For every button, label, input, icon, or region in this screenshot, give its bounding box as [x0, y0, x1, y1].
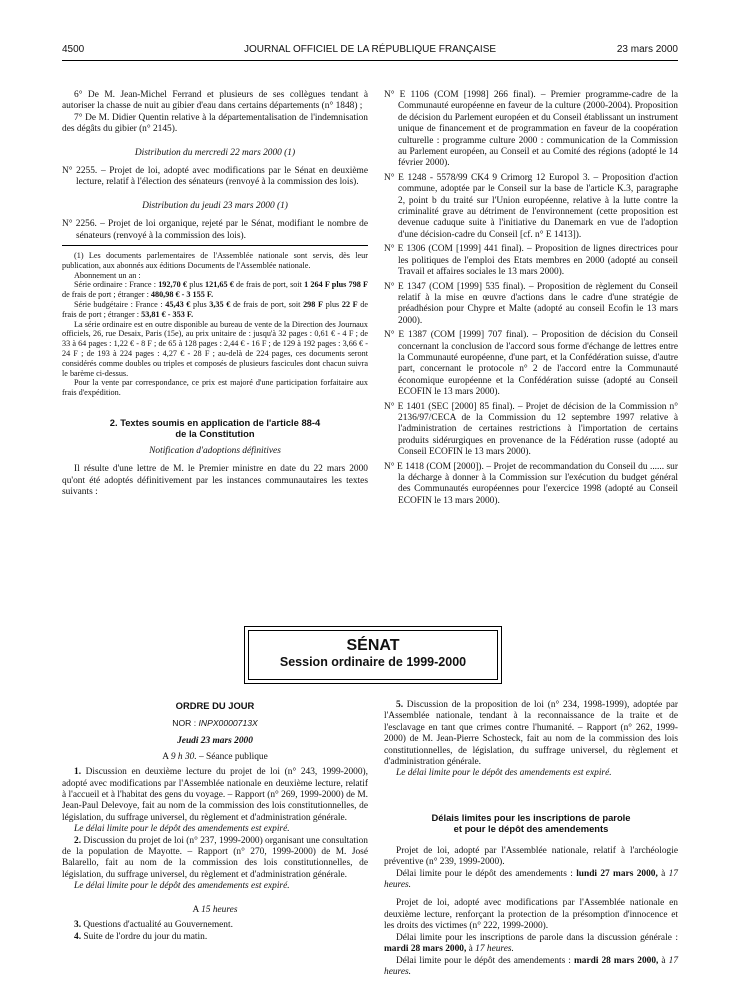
date-heading: Jeudi 23 mars 2000 [177, 736, 253, 747]
journal-title: JOURNAL OFFICIEL DE LA RÉPUBLIQUE FRANÇAISE [243, 44, 497, 55]
document-e1248: N° E 1248 - 5578/99 CK4 9 Crimorg 12 Europol 3. – Proposition d'action commune, adoptée par le Conseil sur la base de l'article K.3, paragraphe 2, point b du traité sur l'Union européenne, relative à la lutte contre la criminalité grave au détriment de l'environnement (cette proposition est devenue caduque suite à l'initiative du Danemark en vue de l'adoption d'une décision-cadre du Conseil [cf. n° E 1413]). [384, 172, 678, 240]
distribution-heading-22: Distribution du mercredi 22 mars 2000 (1) [134, 147, 296, 158]
section-2-heading: 2. Textes soumis en application de l'article 88-4 de la Constitution [109, 417, 321, 440]
delai-1-amendements: Délai limite pour le dépôt des amendements : lundi 27 mars 2000, à 17 heures. [384, 868, 678, 891]
footnote-serie-ordinaire: Série ordinaire : France : 192,70 € plus 121,65 € de frais de port, soit 1 264 F plus 798 F de frais de port ; étranger : 480,98 € - 3 155 F. [62, 280, 369, 300]
document-2256: N° 2256. – Projet de loi organique, rejeté par le Sénat, modifiant le nombre de sénateurs (renvoyé à la commission des lois). [62, 219, 368, 241]
page-header [62, 44, 678, 58]
item-7: 7° De M. Didier Quentin relative à la départementalisation de l'indemnisation des dégâts du gibier (n° 2145). [62, 112, 368, 135]
column-bottom-right [384, 700, 678, 978]
delai-2-amendements: Délai limite pour le dépôt des amendements : mardi 28 mars 2000, à 17 heures. [384, 955, 678, 977]
footnote-serie-budgetaire: Série budgétaire : France : 45,43 € plus 3,35 € de frais de port, soit 298 F plus 22 F de frais de port ; étranger : 53,81 € - 353 F. [62, 300, 369, 319]
agenda-item-2-delai: Le délai limite pour le dépôt des amendements est expiré. [74, 881, 290, 892]
distribution-heading-23: Distribution du jeudi 23 mars 2000 (1) [142, 200, 288, 211]
ordre-du-jour-heading: ORDRE DU JOUR [175, 700, 255, 711]
document-e1418: N° E 1418 (COM [2000]). – Projet de recommandation du Conseil du ...... sur la décharge à donner à la Commission sur l'exécution du budget général des Communautés européennes pour l'exercice 1998 (adopté au Conseil ECOFIN le 13 mars 2000). [384, 461, 678, 506]
header-rule [62, 60, 678, 61]
column-top-right [384, 90, 678, 507]
item-6: 6° De M. Jean-Michel Ferrand et plusieurs de ses collègues tendant à autoriser la chasse de nuit au gibier d'eau dans certains départements (n° 1848) ; [62, 90, 368, 112]
document-e1387: N° E 1387 (COM [1999] 707 final). – Proposition de décision du Conseil concernant la conclusion de l'accord sous forme d'échange de lettres entre la Communauté européenne, d'une part, et la Confédération suisse, d'autre part, concernant le protocole n° 2 de l'accord entre la Communauté économique européenne et la Confédération suisse (adopté au Conseil ECOFIN le 13 mars 2000). [384, 330, 678, 398]
agenda-item-2: 2. Discussion du projet de loi (n° 237, 1999-2000) organisant une consultation de la population de Mayotte. – Rapport (n° 270, 1999-2000) de M. José Balarello, fait au nom de la commission des lois constitutionnelles, de législation, du suffrage universel, du règlement et d'administration générale. [62, 835, 368, 880]
column-bottom-left [62, 700, 368, 943]
agenda-item-1: 1. Discussion en deuxième lecture du projet de loi (n° 243, 1999-2000), adopté avec modifications par l'Assemblée nationale en deuxième lecture, relatif à l'accueil et à l'habitat des gens du voyage. – Rapport (n° 269, 1999-2000) de M. Jean-Paul Delevoye, fait au nom de la commission des lois constitutionnelles, de législation, du suffrage universel, du règlement et d'administration générale. [62, 767, 368, 823]
document-e1306: N° E 1306 (COM [1999] 441 final). – Proposition de lignes directrices pour les politiques de l'emploi des Etats membres en 2000 (adopté au conseil Travail et affaires sociales le 13 mars 2000). [384, 244, 678, 278]
morning-session-heading: A 9 h 30. – Séance publique [162, 751, 268, 762]
footnote [62, 251, 368, 398]
footnote-correspondance: Pour la vente par correspondance, ce prix est majoré d'une participation forfaitaire aux frais d'expédition. [62, 378, 368, 398]
delai-text-2: Projet de loi, adopté avec modifications par l'Assemblée nationale en deuxième lecture, renforçant la protection de la présomption d'innocence et les droits des victimes (n° 222, 1999-2000). [384, 898, 678, 932]
agenda-item-5: 5. Discussion de la proposition de loi (n° 234, 1998-1999), adoptée par l'Assemblée nationale, tendant à la reconnaissance de la traite et de l'esclavage en tant que crimes contre l'humanité. – Rapport (n° 262, 1999-2000) de M. Jean-Pierre Schosteck, fait au nom de la commission des lois constitutionnelles, de législation, du suffrage universel, du règlement et d'administration générale. [384, 700, 678, 768]
afternoon-session-heading: A 15 heures [192, 904, 238, 915]
header-date: 23 mars 2000 [616, 44, 678, 55]
document-e1106: N° E 1106 (COM [1998] 266 final). – Premier programme-cadre de la Communauté européenne en faveur de la culture (2000-2004). Proposition de décision du Parlement européen et du Conseil établissant un instrument unique de financement et de programmation en faveur de la coopération culturelle : programme culture 2000 : communication de la Commission au Parlement européen, au Conseil et au Comité des régions (adopté le 14 février 2000). [384, 90, 678, 169]
notification-text: Il résulte d'une lettre de M. le Premier ministre en date du 22 mars 2000 qu'ont été adoptés définitivement par les instances communautaires les textes suivants : [62, 464, 368, 498]
delais-heading: Délais limites pour les inscriptions de parole et pour le dépôt des amendements [431, 811, 631, 834]
delai-2-parole: Délai limite pour les inscriptions de parole dans la discussion générale : mardi 28 mars 2000, à 17 heures. [384, 932, 678, 955]
footnote-1: (1) Les documents parlementaires de l'Assemblée nationale sont servis, dès leur publication, aux abonnés aux éditions Documents de l'Assemblée nationale. [62, 251, 368, 270]
nor-reference: NOR : INPX0000713X [172, 718, 258, 728]
document-2255: N° 2255. – Projet de loi, adopté avec modifications par le Sénat en deuxième lecture, relatif à l'élection des sénateurs (renvoyé à la commission des lois). [62, 166, 368, 188]
delai-text-1: Projet de loi, adopté par l'Assemblée nationale, relatif à l'archéologie préventive (n° 239, 1999-2000). [384, 845, 678, 868]
page-number: 4500 [62, 44, 85, 55]
document-e1401: N° E 1401 (SEC [2000] 85 final). – Projet de décision de la Commission n° 2136/97/CECA de la Commission du 12 septembre 1997 relative à l'administration de certaines restrictions à l'importation de certains produits sidérurgiques en provenance de la Fédération russe (adopté au Conseil ECOFIN le 13 mars 2000). [384, 401, 678, 458]
agenda-item-3: 3. Questions d'actualité au Gouvernement. [74, 920, 233, 931]
footnote-abonnement: Abonnement un an : [74, 270, 141, 280]
senat-banner [244, 626, 502, 684]
document-e1347: N° E 1347 (COM [1999] 535 final). – Proposition de règlement du Conseil relatif à la mise en œuvre d'actions dans le cadre d'une stratégie de préadhésion pour Chypre et Malte (adopté au conseil Ecofin le 13 mars 2000). [384, 281, 678, 326]
footnote-rule [62, 245, 368, 246]
notification-heading: Notification d'adoptions définitives [149, 446, 281, 457]
footnote-vente: La série ordinaire est en outre disponible au bureau de vente de la Direction des Journaux officiels, 26, rue Desaix, Paris (15e), au prix unitaire de : jusqu'à 32 pages : 0,61 € - 4 F ; de 33 à 64 pages : 1,22 € - 8 F ; de 65 à 128 pages : 2,44 € - 16 F ; de 129 à 192 pages : 3,66 € - 24 F ; de 193 à 224 pages : 4,27 € - 28 F ; au-delà de 224 pages, ces documents seront considérés comme doubles ou triples et composés de plusieurs fascicules dont chacun suivra le barème ci-dessus. [62, 319, 368, 378]
senat-title: SÉNAT [346, 637, 400, 654]
agenda-item-4: 4. Suite de l'ordre du jour du matin. [74, 931, 208, 942]
agenda-item-1-delai: Le délai limite pour le dépôt des amendements est expiré. [74, 824, 290, 835]
column-top-left [62, 90, 368, 499]
senat-subtitle: Session ordinaire de 1999-2000 [279, 655, 467, 669]
agenda-item-5-delai: Le délai limite pour le dépôt des amendements est expiré. [396, 768, 612, 779]
